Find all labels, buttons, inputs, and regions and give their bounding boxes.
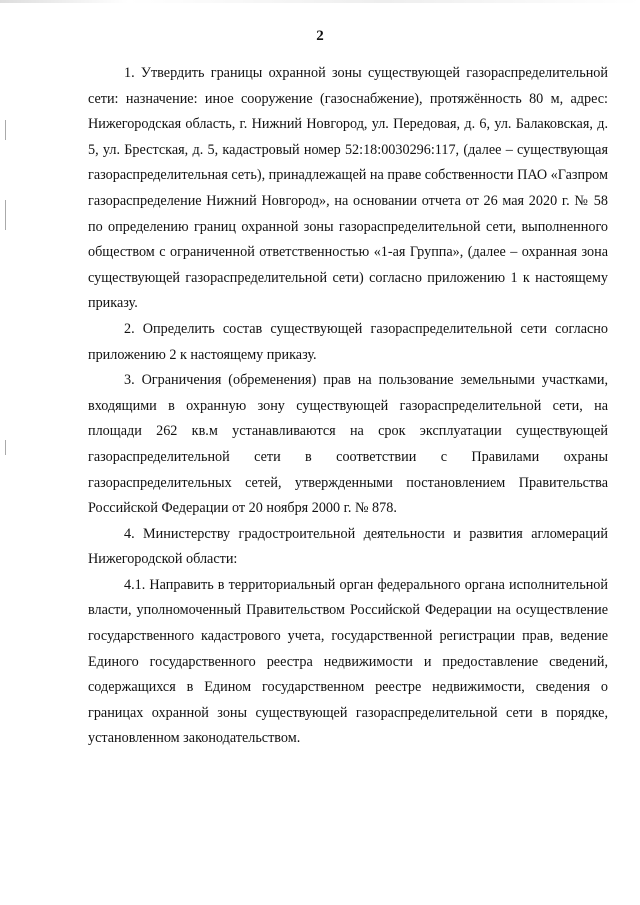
- scan-edge: [0, 0, 640, 3]
- paragraph-2: 2. Определить состав существующей газораспределительной сети согласно приложению 2 к настоящему приказу.: [88, 320, 608, 363]
- document-body: [88, 61, 608, 752]
- scan-artifact: [5, 200, 6, 230]
- scan-artifact: [5, 440, 6, 455]
- scan-artifact: [5, 120, 6, 140]
- paragraph-3: 3. Ограничения (обременения) прав на пользование земельными участками, входящими в охранную зону существующей газораспределительной сети, на площади 262 кв.м устанавливаются на срок эксплуатации существующей газораспределительной сети в соответствии с Правилами охраны газораспределительных сетей, утвержденными постановлением Правительства Российской Федерации от 20 ноября 2000 г. № 878.: [88, 372, 608, 517]
- paragraph-4: 4. Министерству градостроительной деятельности и развития агломераций Нижегородской области:: [88, 525, 608, 568]
- paragraph-1: 1. Утвердить границы охранной зоны существующей газораспределительной сети: назначение: иное сооружение (газоснабжение), протяжённость 80 м, адрес: Нижегородская область, г. Нижний Новгород, ул. Передовая, д. 6, ул. Балаковская, д. 5, ул. Брестская, д. 5, кадастровый номер 52:18:0030296:117, (далее – существующая газораспределительная сеть), принадлежащей на праве собственности ПАО «Газпром газораспределение Нижний Новгород», на основании отчета от 26 мая 2020 г. № 58 по определению границ охранной зоны газораспределительной сети, выполненного обществом с ограниченной ответственностью «1-ая Группа», (далее – охранная зона существующей газораспределительной сети) согласно приложению 1 к настоящему приказу.: [88, 65, 608, 312]
- page-number: 2: [316, 28, 324, 44]
- paragraph-4-1: 4.1. Направить в территориальный орган федерального органа исполнительной власти, уполномоченный Правительством Российской Федерации на осуществление государственного кадастрового учета, государственной регистрации прав, ведение Единого государственного реестра недвижимости и предоставление сведений, содержащихся в Едином государственном реестре недвижимости, сведения о границах охранной зоны существующей газораспределительной сети в порядке, установленном законодательством.: [88, 576, 608, 747]
